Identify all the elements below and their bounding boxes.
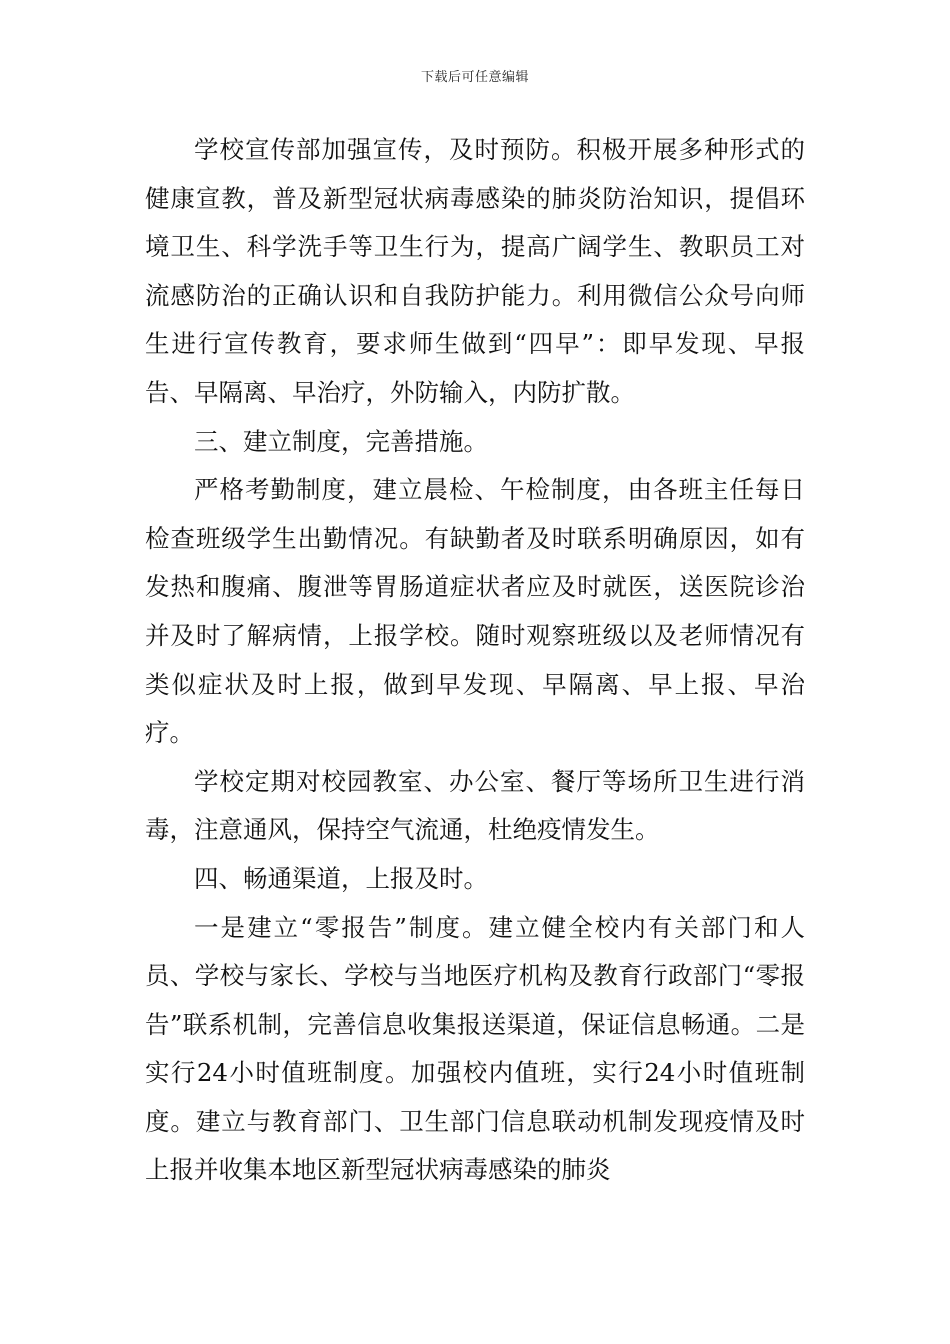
paragraph-attendance: 严格考勤制度，建立晨检、午检制度，由各班主任每日检查班级学生出勤情况。有缺勤者及时联系明确原因，如有发热和腹痛、腹泄等胃肠道症状者应及时就医，送医院诊治并及时了解病情，上报学校。随时观察班级以及老师情况有类似症状及时上报，做到早发现、早隔离、早上报、早治疗。 xyxy=(145,475,805,748)
paragraph-reporting: 一是建立“零报告”制度。建立健全校内有关部门和人员、学校与家长、学校与当地医疗机构及教育行政部门“零报告”联系机制，完善信息收集报送渠道，保证信息畅通。二是实行24小时值班制度。加强校内值班，实行24小时值班制度。建立与教育部门、卫生部门信息联动机制发现疫情及时上报并收集本地区新型冠状病毒感染的肺炎 xyxy=(145,912,805,1185)
section-heading-four: 四、畅通渠道，上报及时。 xyxy=(194,863,488,893)
document-body xyxy=(145,126,805,1195)
paragraph-disinfection: 学校定期对校园教室、办公室、餐厅等场所卫生进行消毒，注意通风，保持空气流通，杜绝疫情发生。 xyxy=(145,766,805,845)
section-heading-three: 三、建立制度，完善措施。 xyxy=(194,426,488,456)
page-header: 下载后可任意编辑 xyxy=(420,70,529,85)
paragraph-publicity: 学校宣传部加强宣传，及时预防。积极开展多种形式的健康宣教，普及新型冠状病毒感染的肺炎防治知识，提倡环境卫生、科学洗手等卫生行为，提高广阔学生、教职员工对流感防治的正确认识和自我防护能力。利用微信公众号向师生进行宣传教育，要求师生做到“四早”：即早发现、早报告、早隔离、早治疗，外防输入，内防扩散。 xyxy=(145,135,805,407)
